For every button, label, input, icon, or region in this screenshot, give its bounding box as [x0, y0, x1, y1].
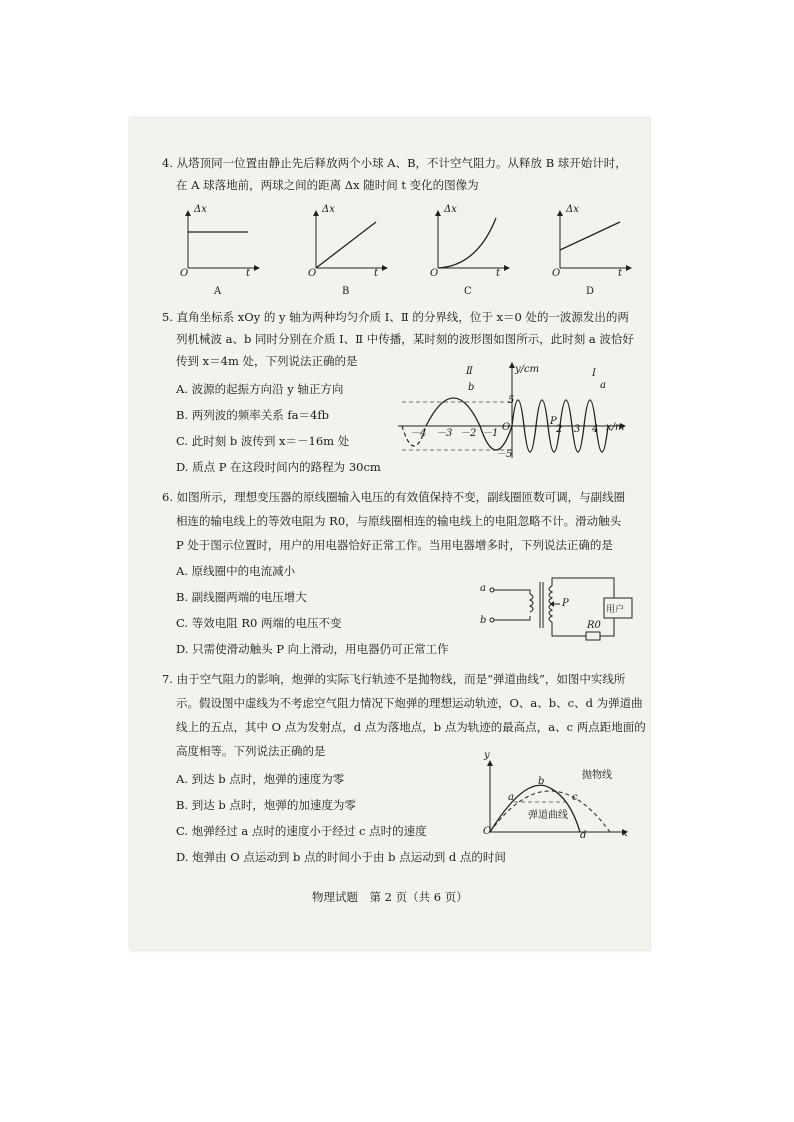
q6-user-label: 用户 — [606, 605, 625, 615]
q4-option-b[interactable]: B — [342, 286, 350, 297]
q6-slider-p: P — [562, 598, 569, 609]
q6-option-b[interactable]: B. 副线圈两端的电压增大 — [176, 590, 307, 604]
q5-tick-3: 3 — [574, 424, 581, 435]
q7-parabola-label: 抛物线 — [582, 770, 612, 781]
q4b-ylabel: Δx — [322, 204, 335, 215]
q7-point-a: a — [508, 792, 514, 803]
q5-tick-neg1: －1 — [482, 428, 499, 439]
q5-medium1-label: Ⅰ — [592, 368, 596, 379]
q4-stem-line1: 4. 从塔顶同一位置由静止先后释放两个小球 A、B，不计空气阻力。从释放 B 球开始计时， — [162, 156, 627, 170]
q4d-xlabel: t — [618, 268, 623, 279]
q5-point-p: P — [550, 416, 557, 427]
q6-option-a[interactable]: A. 原线圈中的电流减小 — [176, 564, 296, 578]
q6-stem-line3: P 处于图示位置时，用户的用电器恰好正常工作。当用电器增多时，下列说法正确的是 — [176, 538, 613, 552]
q5-medium2-label: Ⅱ — [466, 366, 473, 377]
q4-graph-b — [310, 210, 385, 272]
q5-wave-a-label: a — [600, 380, 606, 391]
q5-tick-neg4: －4 — [410, 428, 427, 439]
q6-terminal-b: b — [480, 615, 487, 626]
q7-origin: O — [483, 826, 492, 837]
q5-stem-line1: 5. 直角坐标系 xOy 的 y 轴为两种均匀介质 Ⅰ、Ⅱ 的分界线，位于 x＝0 处的一波源发出的两 — [162, 310, 629, 324]
q7-point-d: d — [580, 830, 587, 841]
q5-option-c[interactable]: C. 此时刻 b 波传到 x＝－16m 处 — [176, 434, 350, 448]
q7-option-b[interactable]: B. 到达 b 点时，炮弹的加速度为零 — [176, 798, 356, 812]
q5-ylabel: y/cm — [515, 364, 540, 375]
q7-point-b: b — [538, 776, 545, 787]
q7-stem-line2: 示。假设图中虚线为不考虑空气阻力情况下炮弹的理想运动轨迹，O、a、b、c、d 为弹道曲 — [176, 696, 643, 710]
q5-tick-4: 4 — [592, 424, 599, 435]
q7-option-a[interactable]: A. 到达 b 点时，炮弹的速度为零 — [176, 772, 345, 786]
q6-option-d[interactable]: D. 只需使滑动触头 P 向上滑动，用电器仍可正常工作 — [176, 642, 449, 656]
q5-wave-b-label: b — [468, 382, 475, 393]
q4b-xlabel: t — [374, 268, 379, 279]
q5-option-b[interactable]: B. 两列波的频率关系 fa＝4fb — [176, 408, 329, 422]
q7-ylabel: y — [484, 750, 490, 761]
q7-point-c: c — [572, 792, 578, 803]
q5-tick-neg2: －2 — [460, 428, 477, 439]
q4d-ylabel: Δx — [566, 204, 579, 215]
q4a-ylabel: Δx — [194, 204, 207, 215]
q7-stem-line1: 7. 由于空气阻力的影响，炮弹的实际飞行轨迹不是抛物线，而是“弹道曲线”，如图中实线所 — [162, 672, 626, 686]
q4b-origin: O — [308, 268, 317, 279]
q6-terminal-a: a — [480, 583, 486, 594]
q7-stem-line3: 线上的五点，其中 O 点为发射点，d 点为落地点，b 点为轨迹的最高点，a、c 两点距地面的 — [176, 720, 646, 734]
q6-option-c[interactable]: C. 等效电阻 R0 两端的电压不变 — [176, 616, 342, 630]
q4-stem-line2: 在 A 球落地前，两球之间的距离 Δx 随时间 t 变化的图像为 — [176, 178, 479, 192]
q4-graph-d — [554, 210, 629, 272]
q5-stem-line3: 传到 x＝4m 处，下列说法正确的是 — [176, 354, 358, 368]
q5-tick-neg3: －3 — [436, 428, 453, 439]
q6-stem-line1: 6. 如图所示，理想变压器的原线圈输入电压的有效值保持不变，副线圈匝数可调，与副线圈 — [162, 490, 626, 504]
q7-stem-line4: 高度相等。下列说法正确的是 — [176, 744, 326, 758]
q7-option-d[interactable]: D. 炮弹由 O 点运动到 b 点的时间小于由 b 点运动到 d 点的时间 — [176, 850, 506, 864]
q4-graph-c — [432, 210, 507, 272]
q7-xlabel: x — [622, 828, 628, 839]
q5-origin: O — [502, 422, 511, 433]
q5-tick-2: 2 — [556, 424, 563, 435]
q6-stem-line2: 相连的输电线上的等效电阻为 R0，与原线圈相连的输电线上的电阻忽略不计。滑动触头 — [176, 514, 622, 528]
exam-page — [130, 118, 650, 950]
q4-option-c[interactable]: C — [464, 286, 472, 297]
page-footer: 物理试题 第 2 页（共 6 页） — [312, 890, 468, 904]
q4a-xlabel: t — [246, 268, 251, 279]
q4a-origin: O — [180, 268, 189, 279]
q4d-origin: O — [552, 268, 561, 279]
q4c-origin: O — [430, 268, 439, 279]
q4c-ylabel: Δx — [444, 204, 457, 215]
q6-resistor-label: R0 — [587, 620, 601, 631]
q4c-xlabel: t — [496, 268, 501, 279]
q5-amp-neg: －5 — [496, 449, 513, 460]
q5-option-a[interactable]: A. 波源的起振方向沿 y 轴正方向 — [176, 382, 344, 396]
q4-option-d[interactable]: D — [586, 286, 595, 297]
q4-option-a[interactable]: A — [214, 286, 222, 297]
q5-stem-line2: 列机械波 a、b 同时分别在介质 Ⅰ、Ⅱ 中传播，某时刻的波形图如图所示，此时刻 a 波恰好 — [176, 332, 634, 346]
q5-amp-pos: 5 — [508, 395, 515, 406]
q6-transformer-circuit — [486, 572, 626, 646]
q5-xlabel: x/m — [606, 422, 625, 433]
q7-option-c[interactable]: C. 炮弹经过 a 点时的速度小于经过 c 点时的速度 — [176, 824, 427, 838]
q7-ballistic-label: 弹道曲线 — [528, 810, 568, 821]
q4-graph-a — [182, 210, 257, 272]
q5-option-d[interactable]: D. 质点 P 在这段时间内的路程为 30cm — [176, 460, 381, 474]
